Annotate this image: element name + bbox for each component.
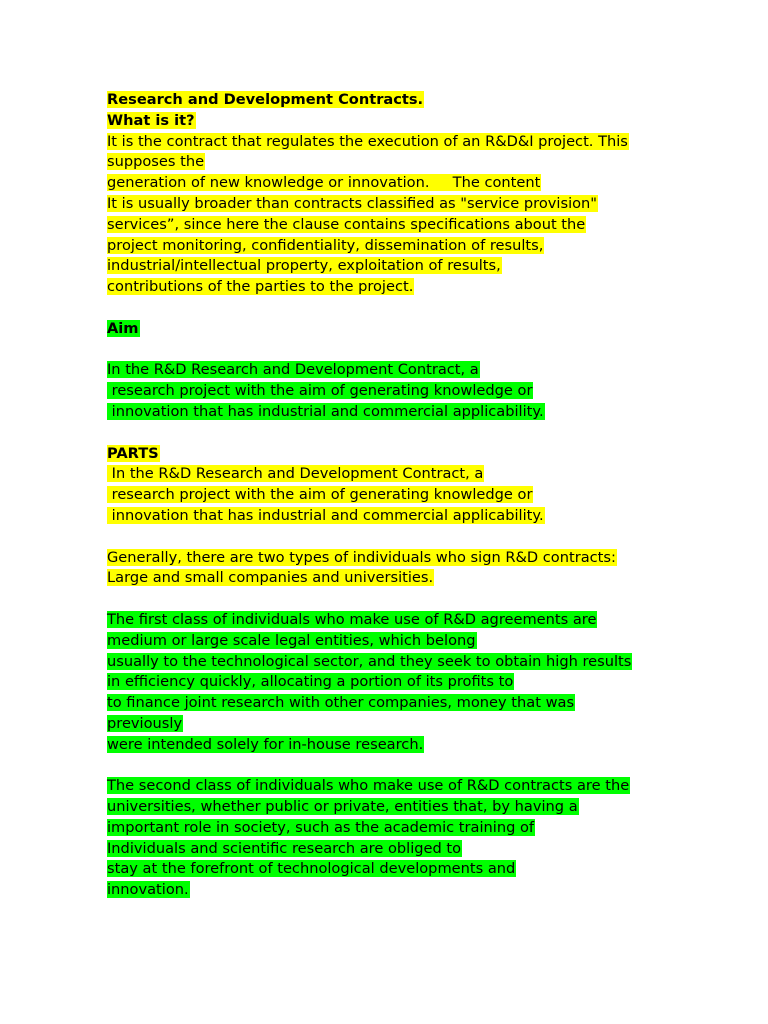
paragraph-line: Large and small companies and universities. bbox=[107, 569, 434, 587]
paragraph-line: important role in society, such as the academic training of bbox=[107, 818, 535, 836]
paragraph-line: services”, since here the clause contains specifications about the bbox=[107, 215, 586, 233]
paragraph-line: previously bbox=[107, 714, 183, 732]
first-class-paragraph bbox=[107, 610, 667, 756]
parts-heading: PARTS bbox=[107, 444, 159, 462]
blank-line bbox=[107, 756, 667, 777]
document-title: Research and Development Contracts. bbox=[107, 91, 424, 108]
what-heading: What is it? bbox=[107, 111, 195, 129]
paragraph-line: Generally, there are two types of individuals who sign R&D contracts: bbox=[107, 548, 616, 566]
aim-heading: Aim bbox=[107, 319, 139, 337]
paragraph-line: It is usually broader than contracts classified as "service provision" bbox=[107, 194, 598, 212]
paragraph-line: innovation. bbox=[107, 881, 189, 899]
paragraph-line: The first class of individuals who make use of R&D agreements are bbox=[107, 610, 597, 628]
aim-paragraph bbox=[107, 360, 667, 422]
paragraph-line: In the R&D Research and Development Contract, a bbox=[107, 465, 484, 483]
blank-line bbox=[107, 527, 667, 548]
paragraph-line: In the R&D Research and Development Contract, a bbox=[107, 361, 479, 379]
blank-line bbox=[107, 340, 667, 361]
blank-line bbox=[107, 298, 667, 319]
paragraph-line: research project with the aim of generating knowledge or bbox=[107, 382, 533, 400]
paragraph-line: supposes the bbox=[107, 153, 205, 171]
paragraph-line: The second class of individuals who make use of R&D contracts are the bbox=[107, 777, 630, 795]
paragraph-line: innovation that has industrial and commercial applicability. bbox=[107, 402, 544, 420]
paragraph-line: in efficiency quickly, allocating a portion of its profits to bbox=[107, 673, 514, 691]
parts-paragraph bbox=[107, 464, 667, 526]
paragraph-line: contributions of the parties to the project. bbox=[107, 278, 414, 296]
blank-line bbox=[107, 589, 667, 610]
paragraph-line: industrial/intellectual property, exploitation of results, bbox=[107, 257, 501, 275]
paragraph-line: to finance joint research with other companies, money that was bbox=[107, 694, 575, 712]
paragraph-line: universities, whether public or private, entities that, by having a bbox=[107, 798, 578, 816]
paragraph-line: research project with the aim of generating knowledge or bbox=[107, 486, 533, 504]
blank-line bbox=[107, 423, 667, 444]
document-body bbox=[107, 90, 667, 901]
paragraph-line: project monitoring, confidentiality, dissemination of results, bbox=[107, 236, 544, 254]
paragraph-line: were intended solely for in-house research. bbox=[107, 735, 424, 753]
paragraph-line: It is the contract that regulates the execution of an R&D&I project. This bbox=[107, 132, 628, 150]
second-class-paragraph bbox=[107, 776, 667, 901]
types-paragraph bbox=[107, 548, 667, 590]
paragraph-line: usually to the technological sector, and they seek to obtain high results bbox=[107, 652, 632, 670]
what-paragraph bbox=[107, 132, 667, 298]
paragraph-line: stay at the forefront of technological developments and bbox=[107, 860, 516, 878]
paragraph-line: innovation that has industrial and commercial applicability. bbox=[107, 506, 544, 524]
paragraph-line: medium or large scale legal entities, which belong bbox=[107, 631, 476, 649]
paragraph-line: generation of new knowledge or innovation. The content bbox=[107, 174, 541, 192]
paragraph-line: Individuals and scientific research are obliged to bbox=[107, 839, 462, 857]
